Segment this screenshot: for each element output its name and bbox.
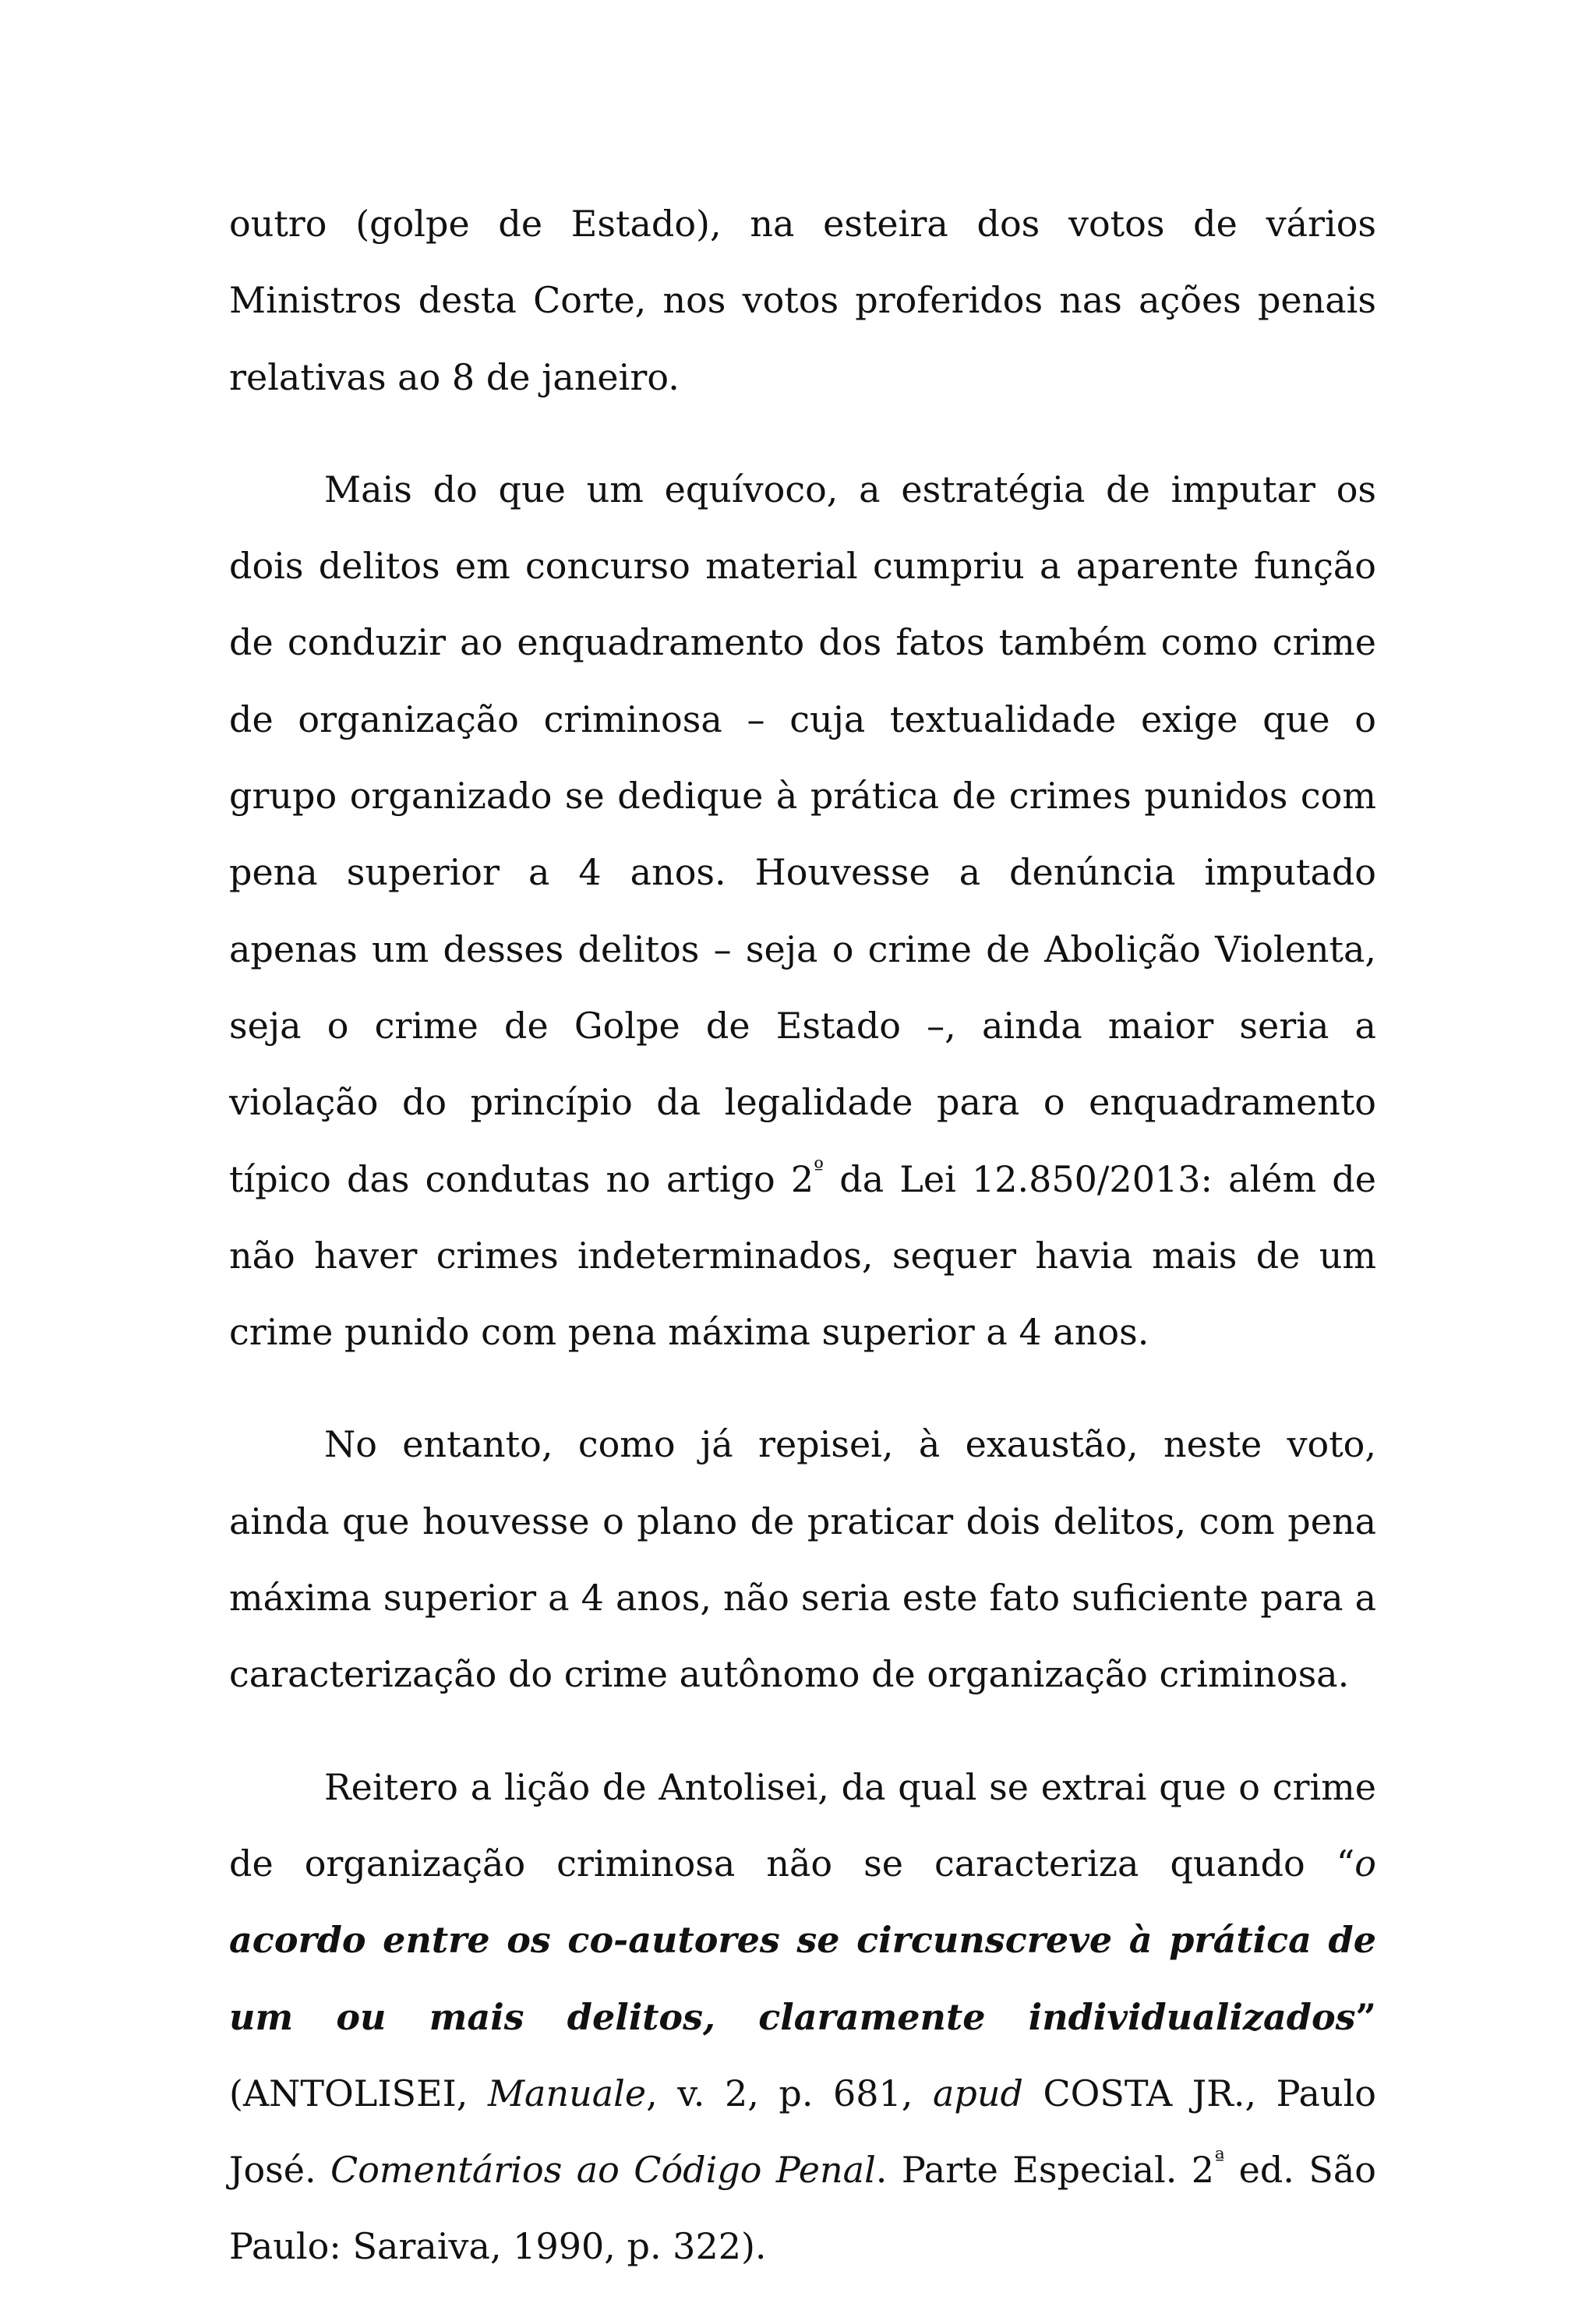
text-segment: No entanto, como já repisei, à exaustão, neste voto, ainda que houvesse o plano de praticar dois delitos, com pena máxima superior a 4 anos, não seria este fato suficiente para a caracterização do crime autônomo de organização criminosa. <box>229 1423 1376 1696</box>
italic-text: apud <box>932 2072 1023 2114</box>
italic-text: Manuale <box>487 2072 647 2114</box>
paragraph <box>229 451 1376 1371</box>
superscript-ordinal: ª <box>1214 2146 1225 2172</box>
text-segment: outro (golpe de Estado), na esteira dos votos de vários Ministros desta Corte, nos votos proferidos nas ações penais relativas ao 8 de janeiro. <box>229 203 1376 398</box>
document-body <box>229 185 1376 2321</box>
text-segment: ed. São Paulo: Saraiva, 1990, p. 322). <box>229 2149 1376 2268</box>
text-segment: Reitero a lição de Antolisei, da qual se extrai que o crime de organização criminosa não se caracteriza quando “ <box>229 1765 1376 1885</box>
italic-text: o <box>1354 1842 1376 1885</box>
italic-text: Comentários ao Código Penal <box>330 2149 876 2192</box>
paragraph <box>229 185 1376 415</box>
paragraph <box>229 1406 1376 1712</box>
text-segment: , v. 2, p. 681, <box>646 2072 933 2114</box>
emphasized-quote: acordo entre os co-autores se circunscreve à prática de um ou mais delitos, claramente individualizados <box>229 1919 1376 2038</box>
text-segment: Mais do que um equívoco, a estratégia de imputar os dois delitos em concurso material cumpriu a aparente função de conduzir ao enquadramento dos fatos também como crime de organização criminosa – cuja textualidade exige que o grupo organizado se dedique à prática de crimes punidos com pena superior a 4 anos. Houvesse a denúncia imputado apenas um desses delitos – seja o crime de Abolição Violenta, seja o crime de Golpe de Estado –, ainda maior seria a violação do princípio da legalidade para o enquadramento típico das condutas no artigo 2 <box>229 468 1376 1200</box>
text-segment: ” <box>1355 1995 1376 2038</box>
superscript-ordinal: º <box>814 1154 824 1181</box>
text-segment: . Parte Especial. 2 <box>875 2149 1215 2192</box>
text-segment: (ANTOLISEI, <box>229 2072 488 2114</box>
text-segment: da Lei 12.850/2013: além de não haver crimes indeterminados, sequer havia mais de um crime punido com pena máxima superior a 4 anos. <box>229 1157 1376 1354</box>
paragraph <box>229 1749 1376 2285</box>
text-segment: COSTA JR., Paulo José. <box>229 2072 1376 2192</box>
